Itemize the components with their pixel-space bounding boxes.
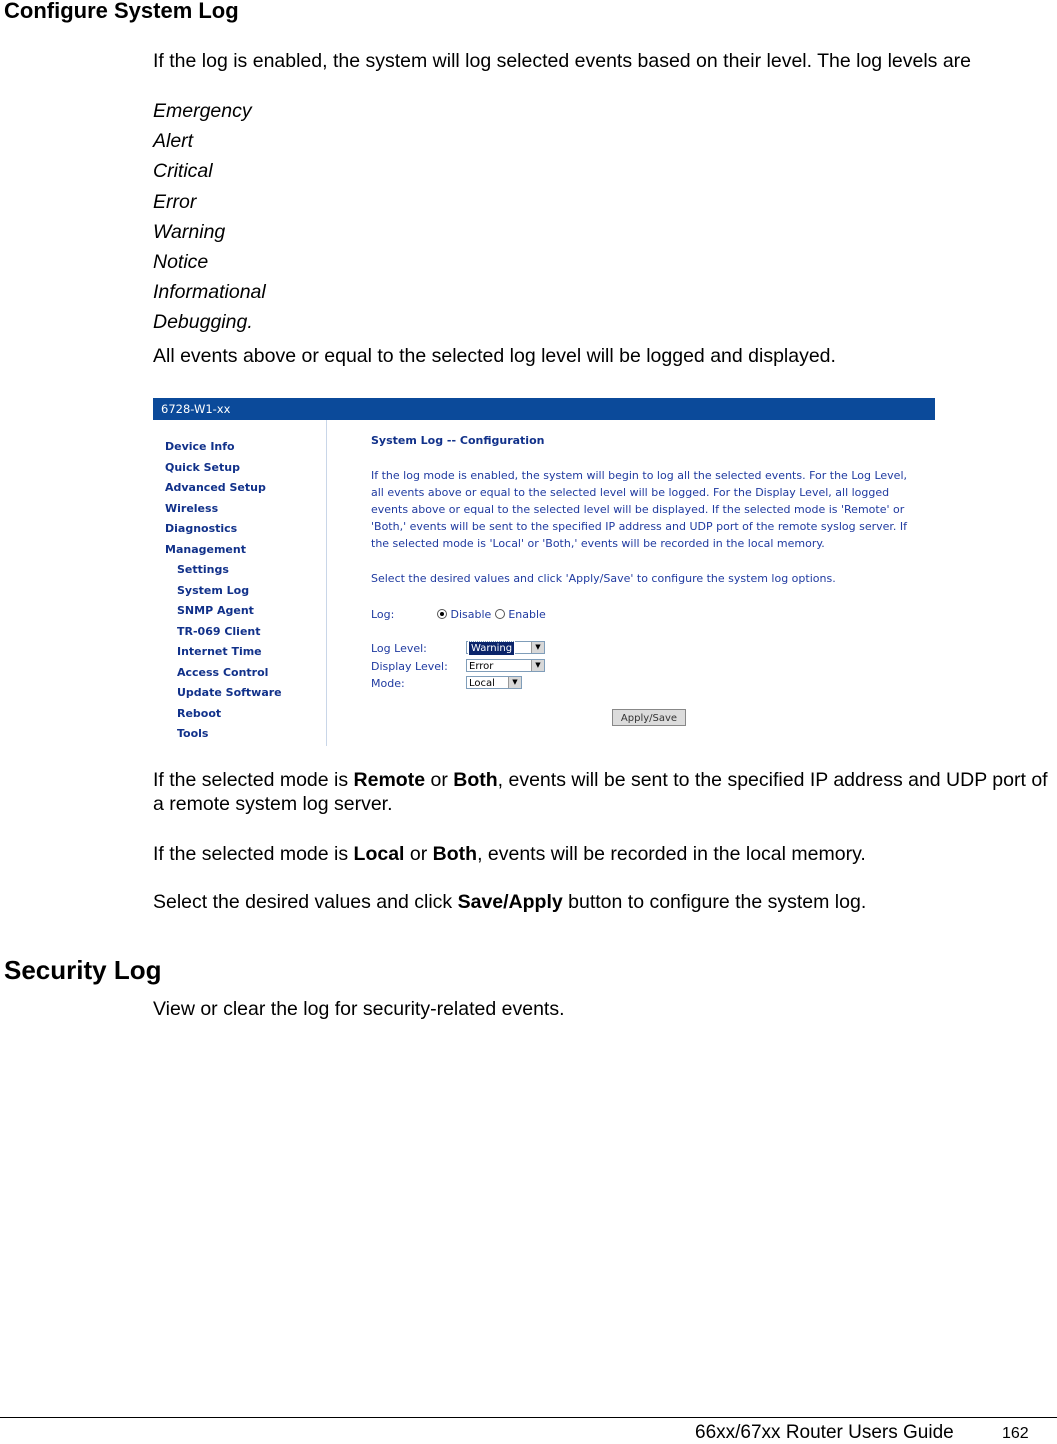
subnav-system-log[interactable]: System Log [177,583,250,597]
subnav-snmp-agent[interactable]: SNMP Agent [177,604,254,617]
p2-text: , events will be recorded in the local memory. [477,843,866,865]
log-level-item: Debugging. [153,311,253,334]
mode-label: Mode: [371,677,405,690]
log-radio-group [437,608,546,621]
config-desc-line: 'Both,' events will be sent to the specified IP address and UDP port of the remote syslog server. If [371,520,908,533]
log-level-select[interactable] [466,641,545,654]
intro-paragraph: If the log is enabled, the system will log selected events based on their level. The log levels are [153,50,972,72]
log-levels-list [153,96,266,338]
both-term: Both [453,769,498,791]
local-mode-paragraph [153,842,866,866]
nav-wireless[interactable]: Wireless [165,501,219,515]
p3-text: Select the desired values and click [153,891,458,913]
log-level-item: Error [153,190,197,213]
chevron-down-icon: ▼ [531,660,544,671]
subnav-internet-time[interactable]: Internet Time [177,645,262,658]
config-instruction: Select the desired values and click 'Apply/Save' to configure the system log options. [371,572,836,585]
log-level-value: Warning [471,643,513,654]
save-apply-paragraph [153,890,866,914]
nav-quick-setup[interactable]: Quick Setup [165,460,240,474]
p1-text: or [425,769,454,791]
nav-management[interactable]: Management [165,542,246,556]
disable-radio-label: Disable [450,608,492,621]
nav-diagnostics[interactable]: Diagnostics [165,522,238,535]
footer-divider [0,1417,1057,1418]
both-term: Both [432,843,478,865]
log-level-item: Emergency [153,100,252,122]
log-level-label: Log Level: [371,642,427,655]
footer-guide-title: 66xx/67xx Router Users Guide [695,1422,954,1443]
enable-radio-label: Enable [508,608,546,621]
log-level-item: Informational [153,281,266,304]
remote-mode-paragraph [153,768,1053,816]
subnav-reboot[interactable]: Reboot [177,706,222,720]
device-name: 6728-W1-xx [161,402,231,416]
config-desc-line: If the log mode is enabled, the system will begin to log all the selected events. For the Log Level, [371,469,907,482]
p2-text: or [404,843,433,865]
log-label: Log: [371,608,395,621]
disable-radio[interactable] [437,609,447,619]
config-title: System Log -- Configuration [371,434,545,447]
subnav-access-control[interactable]: Access Control [177,665,269,679]
device-title-bar [153,398,935,420]
local-term: Local [353,843,405,865]
sidebar [153,420,327,746]
section-heading-configure-system-log: Configure System Log [4,0,239,23]
p2-text: If the selected mode is [153,843,354,865]
display-level-label: Display Level: [371,660,448,673]
subnav-update-software[interactable]: Update Software [177,686,282,699]
config-desc-line: the selected mode is 'Local' or 'Both,' events will be recorded in the local memory. [371,537,825,550]
log-level-item: Notice [153,250,209,273]
levels-summary: All events above or equal to the selected log level will be logged and displayed. [153,345,836,367]
log-level-item: Alert [153,130,194,153]
enable-radio[interactable] [495,609,505,619]
section-heading-security-log: Security Log [4,955,162,985]
mode-value: Local [469,678,495,689]
system-log-screenshot [153,398,935,746]
apply-save-button[interactable]: Apply/Save [612,709,686,726]
nav-device-info[interactable]: Device Info [165,440,235,453]
config-desc-line: events above or equal to the selected level will be displayed. If the selected mode is 'Remote' or [371,503,905,516]
security-log-paragraph: View or clear the log for security-related events. [153,998,565,1020]
subnav-tools[interactable]: Tools [177,727,209,740]
footer-page-number: 162 [1002,1425,1029,1442]
display-level-select[interactable] [466,659,545,672]
chevron-down-icon: ▼ [508,677,521,688]
p1-text: If the selected mode is [153,769,354,791]
log-level-item: Critical [153,160,213,183]
config-desc-line: all events above or equal to the selected level will be logged. For the Display Level, all logged [371,486,890,499]
nav-advanced-setup[interactable]: Advanced Setup [165,481,266,494]
subnav-tr069-client[interactable]: TR-069 Client [177,624,261,638]
p1-text: , events will be sent to the specified IP address and UDP port of a remote system log server. [153,769,1048,815]
chevron-down-icon: ▼ [531,642,544,653]
p3-text: button to configure the system log. [562,891,867,913]
mode-select[interactable] [466,676,522,689]
subnav-settings[interactable]: Settings [177,563,229,576]
save-apply-term: Save/Apply [457,891,563,913]
log-level-item: Warning [153,220,226,243]
display-level-value: Error [469,661,494,672]
remote-term: Remote [353,769,426,791]
